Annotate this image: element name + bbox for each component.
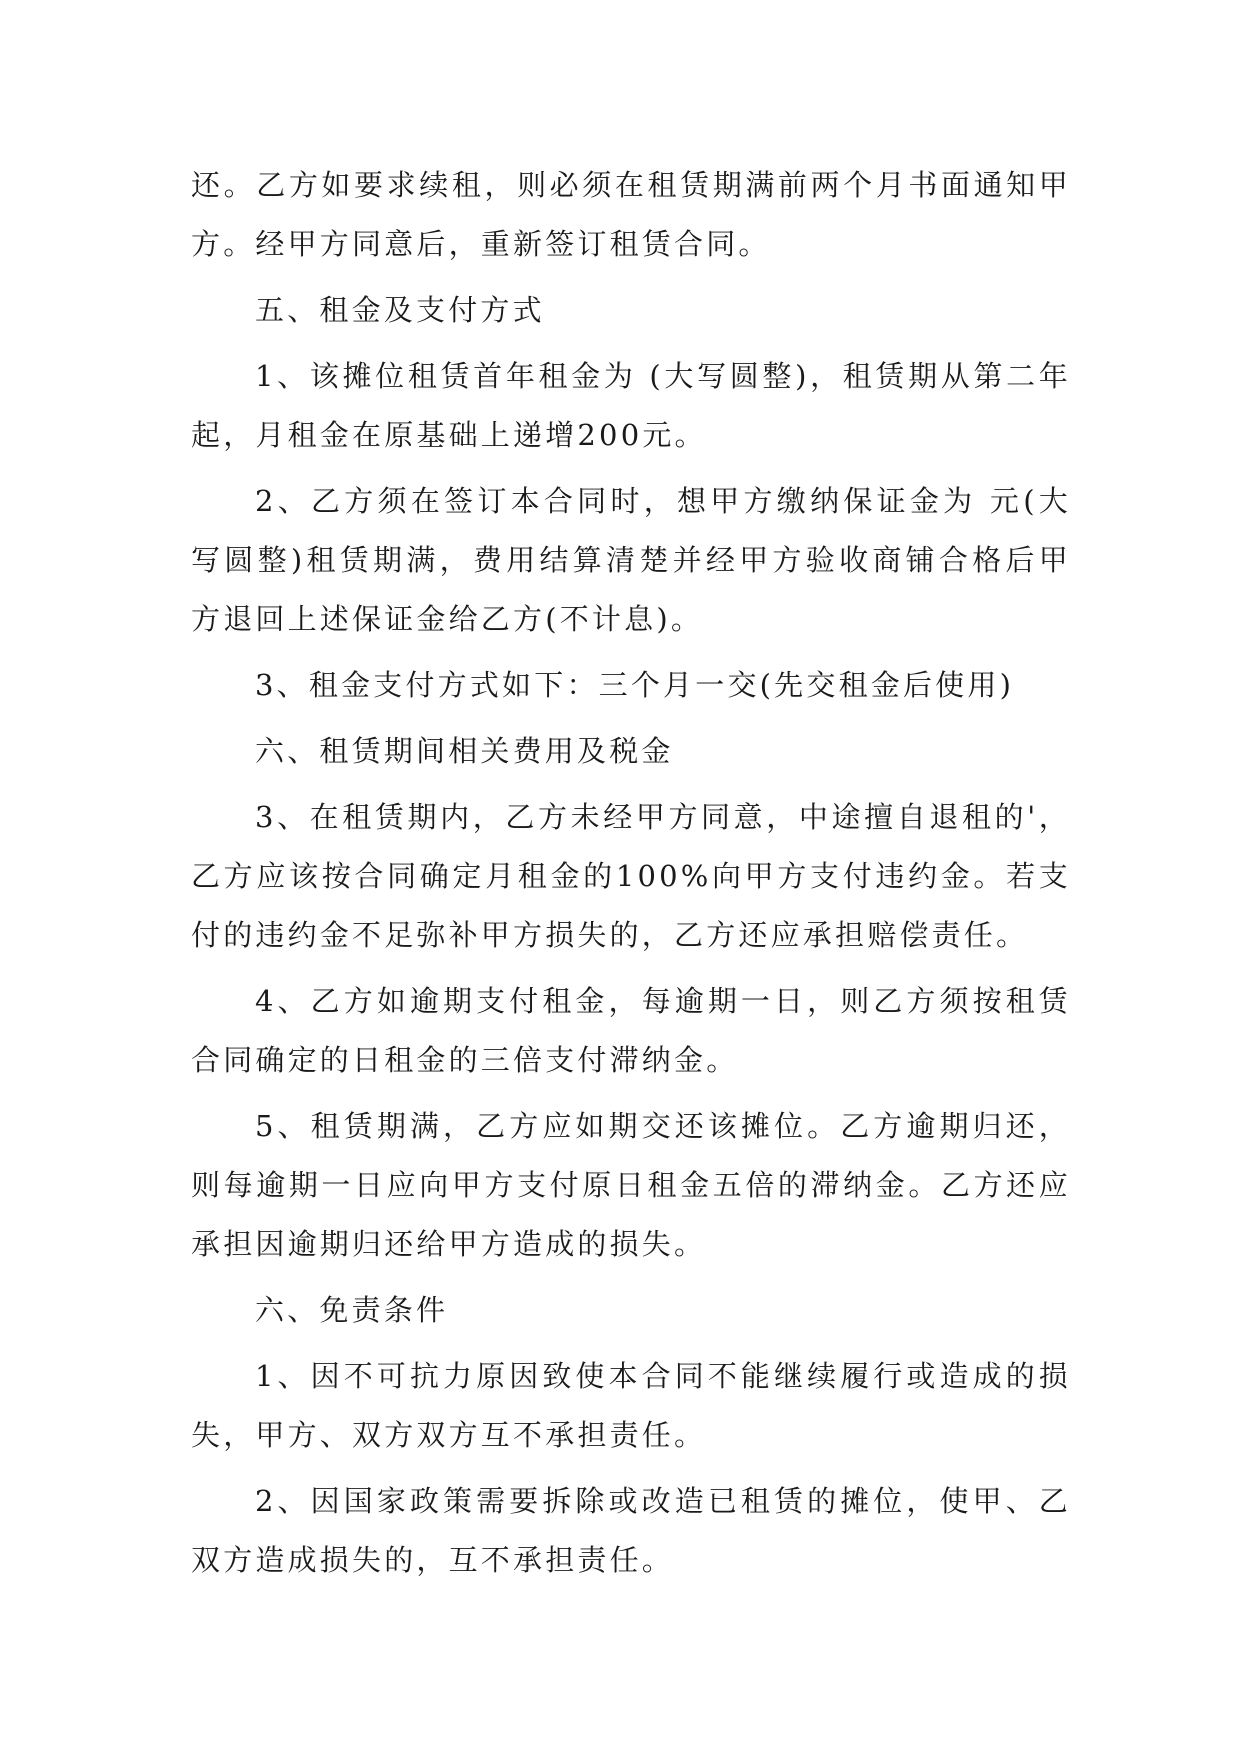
section-heading-fees-taxes: 六、租赁期间相关费用及税金: [255, 734, 674, 768]
paragraph-late-return: 5、租赁期满，乙方应如期交还该摊位。乙方逾期归还，则每逾期一日应向甲方支付原日租金五倍的滞纳金。乙方还应承担因逾期归还给甲方造成的损失。: [191, 1109, 1071, 1261]
section-heading-rent-payment: 五、租金及支付方式: [255, 293, 545, 327]
paragraph-policy-demolition: 2、因国家政策需要拆除或改造已租赁的摊位，使甲、乙双方造成损失的，互不承担责任。: [191, 1484, 1071, 1577]
paragraph-late-payment: 4、乙方如逾期支付租金，每逾期一日，则乙方须按租赁合同确定的日租金的三倍支付滞纳金。: [191, 984, 1071, 1077]
paragraph-deposit: 2、乙方须在签订本合同时，想甲方缴纳保证金为 元(大写圆整)租赁期满，费用结算清楚并经甲方验收商铺合格后甲方退回上述保证金给乙方(不计息)。: [191, 484, 1071, 636]
paragraph-force-majeure: 1、因不可抗力原因致使本合同不能继续履行或造成的损失，甲方、双方双方互不承担责任。: [191, 1359, 1071, 1452]
document-body: [191, 156, 1071, 1597]
section-heading-exemption: 六、免责条件: [255, 1293, 449, 1327]
paragraph-early-termination: 3、在租赁期内，乙方未经甲方同意，中途擅自退租的'，乙方应该按合同确定月租金的100%向甲方支付违约金。若支付的违约金不足弥补甲方损失的，乙方还应承担赔偿责任。: [191, 800, 1071, 952]
paragraph-first-year-rent: 1、该摊位租赁首年租金为 (大写圆整)，租赁期从第二年起，月租金在原基础上递增200元。: [191, 359, 1071, 452]
paragraph-continuation: 还。乙方如要求续租，则必须在租赁期满前两个月书面通知甲方。经甲方同意后，重新签订租赁合同。: [191, 168, 1071, 261]
paragraph-payment-method: 3、租金支付方式如下：三个月一交(先交租金后使用): [255, 668, 1015, 702]
